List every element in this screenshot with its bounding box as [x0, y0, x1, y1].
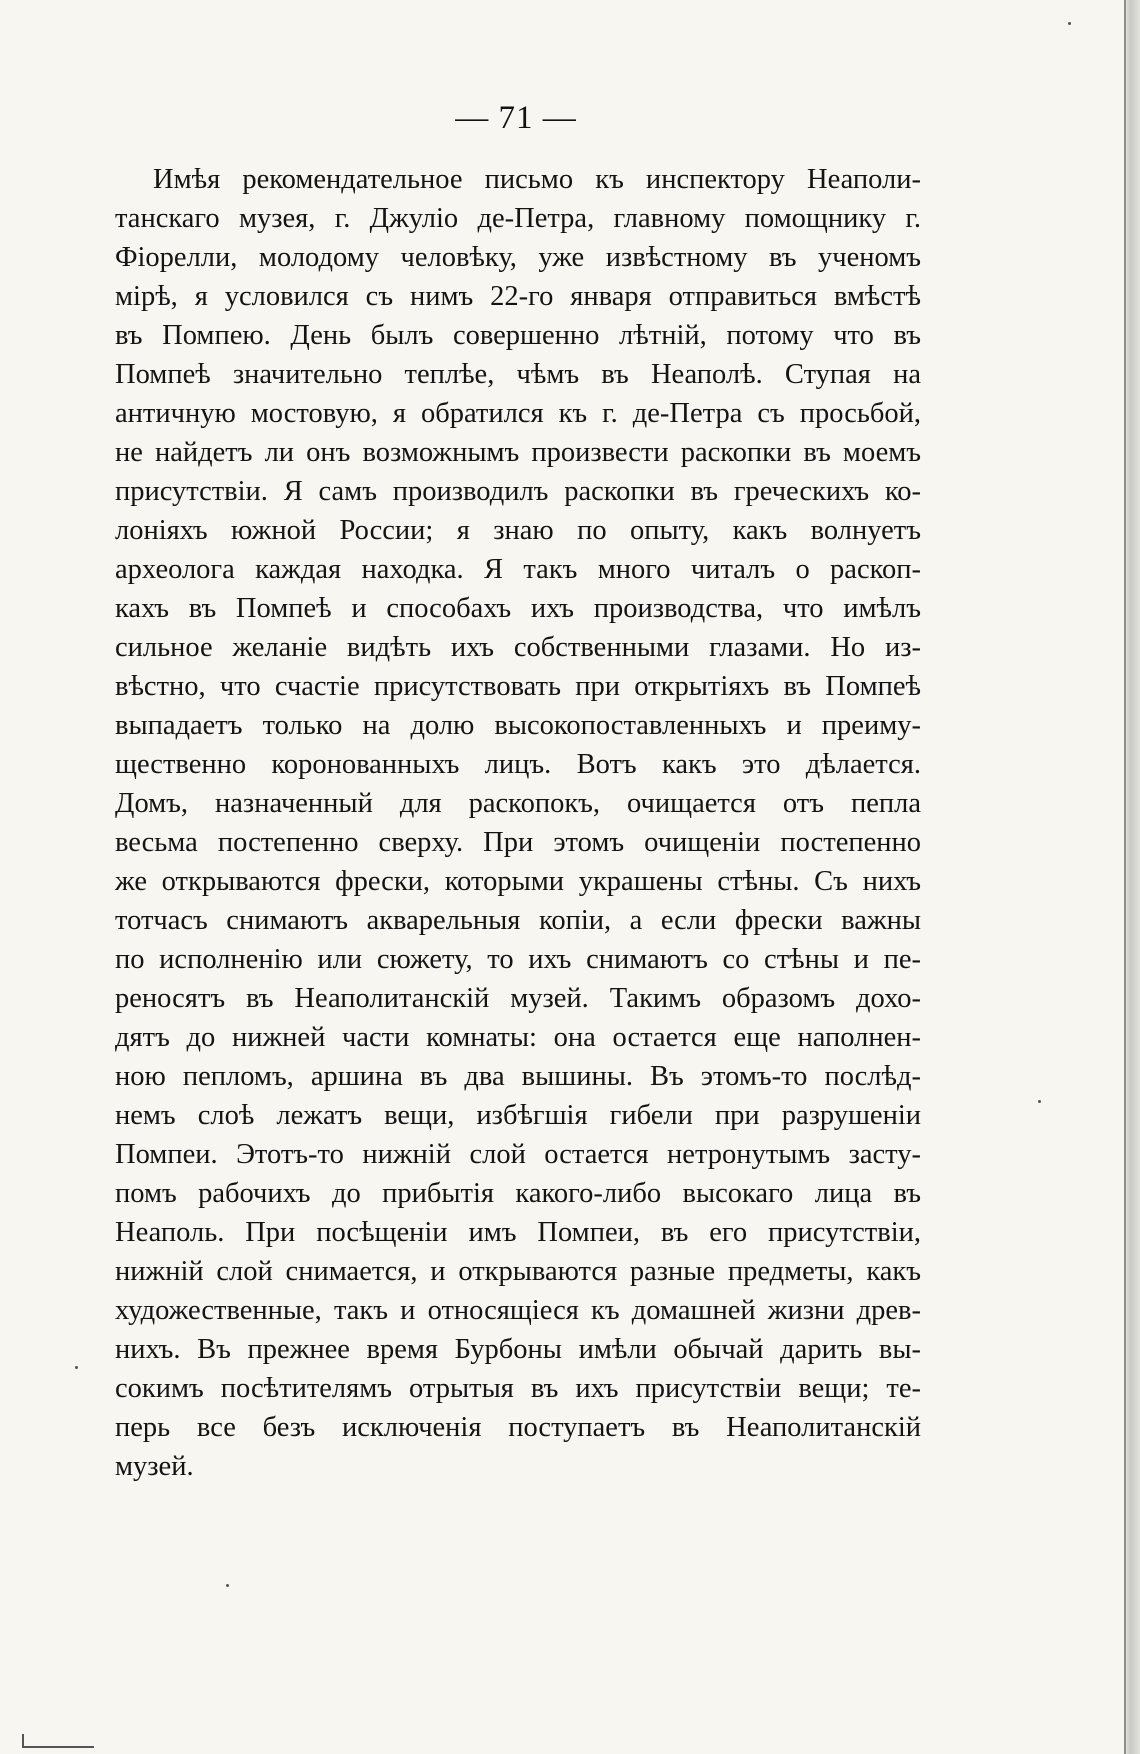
text-line: немъ слоѣ лежатъ вещи, избѣгшія гибели при разрушеніи — [115, 1100, 921, 1131]
text-line: нихъ. Въ прежнее время Бурбоны имѣли обычай дарить вы- — [115, 1334, 921, 1365]
text-line: помъ рабочихъ до прибытія какого-либо высокаго лица въ — [115, 1178, 921, 1209]
text-line: сильное желаніе видѣть ихъ собственными глазами. Но из- — [115, 632, 921, 663]
text-line: танскаго музея, г. Джуліо де-Петра, главному помощнику г. — [115, 203, 921, 234]
dust-speck — [1038, 1100, 1041, 1103]
text-line: ною пепломъ, аршина въ два вышины. Въ этомъ-то послѣд- — [115, 1061, 921, 1092]
text-line: тотчасъ снимаютъ акварельныя копіи, а если фрески важны — [115, 905, 921, 936]
text-line: вѣстно, что счастіе присутствовать при открытіяхъ въ Помпеѣ — [115, 671, 921, 702]
text-line: Домъ, назначенный для раскопокъ, очищается отъ пепла — [115, 788, 921, 819]
dust-speck — [226, 1584, 229, 1587]
text-line: мірѣ, я условился съ нимъ 22-го января отправиться вмѣстѣ — [115, 281, 921, 312]
text-line: художественные, такъ и относящіеся къ домашней жизни древ- — [115, 1295, 921, 1326]
text-line: не найдетъ ли онъ возможнымъ произвести раскопки въ моемъ — [115, 437, 921, 468]
text-line: археолога каждая находка. Я такъ много читалъ о раскоп- — [115, 554, 921, 585]
text-line: Неаполь. При посѣщеніи имъ Помпеи, въ его присутствіи, — [115, 1217, 921, 1248]
text-line: дятъ до нижней части комнаты: она остается еще наполнен- — [115, 1022, 921, 1053]
scan-corner-mark — [22, 1734, 94, 1748]
text-line: по исполненію или сюжету, то ихъ снимаютъ со стѣны и пе- — [115, 944, 921, 975]
text-line: щественно коронованныхъ лицъ. Вотъ какъ это дѣлается. — [115, 749, 921, 780]
dust-speck — [75, 1366, 78, 1369]
text-line: Помпеѣ значительно теплѣе, чѣмъ въ Неаполѣ. Ступая на — [115, 359, 921, 390]
text-line: реносятъ въ Неаполитанскій музей. Такимъ образомъ дохо- — [115, 983, 921, 1014]
text-line: лоніяхъ южной России; я знаю по опыту, какъ волнуетъ — [115, 515, 921, 546]
text-line: Фіорелли, молодому человѣку, уже извѣстному въ ученомъ — [115, 242, 921, 273]
text-line: весьма постепенно сверху. При этомъ очищеніи постепенно — [115, 827, 921, 858]
text-line: перь все безъ исключенія поступаетъ въ Неаполитанскій — [115, 1412, 921, 1443]
text-line: же открываются фрески, которыми украшены стѣны. Съ нихъ — [115, 866, 921, 897]
text-line: кахъ въ Помпеѣ и способахъ ихъ производства, что имѣлъ — [115, 593, 921, 624]
text-line: сокимъ посѣтителямъ отрытыя въ ихъ присутствіи вещи; те- — [115, 1373, 921, 1404]
text-line: Помпеи. Этотъ-то нижній слой остается нетронутымъ засту- — [115, 1139, 921, 1170]
body-paragraph — [115, 160, 921, 1486]
text-line: въ Помпею. День былъ совершенно лѣтній, потому что въ — [115, 320, 921, 351]
scan-edge — [1124, 0, 1140, 1754]
text-line: выпадаетъ только на долю высокопоставленныхъ и преиму- — [115, 710, 921, 741]
scan-edge-line — [1124, 0, 1126, 1754]
text-line: античную мостовую, я обратился къ г. де-Петра съ просьбой, — [115, 398, 921, 429]
text-line: нижній слой снимается, и открываются разные предметы, какъ — [115, 1256, 921, 1287]
page-number-header: — 71 — — [455, 100, 577, 136]
text-line: музей. — [115, 1451, 194, 1482]
text-line: Имѣя рекомендательное письмо къ инспектору Неаполи- — [153, 164, 921, 195]
dust-speck — [1068, 22, 1071, 25]
text-line: присутствіи. Я самъ производилъ раскопки въ греческихъ ко- — [115, 476, 921, 507]
